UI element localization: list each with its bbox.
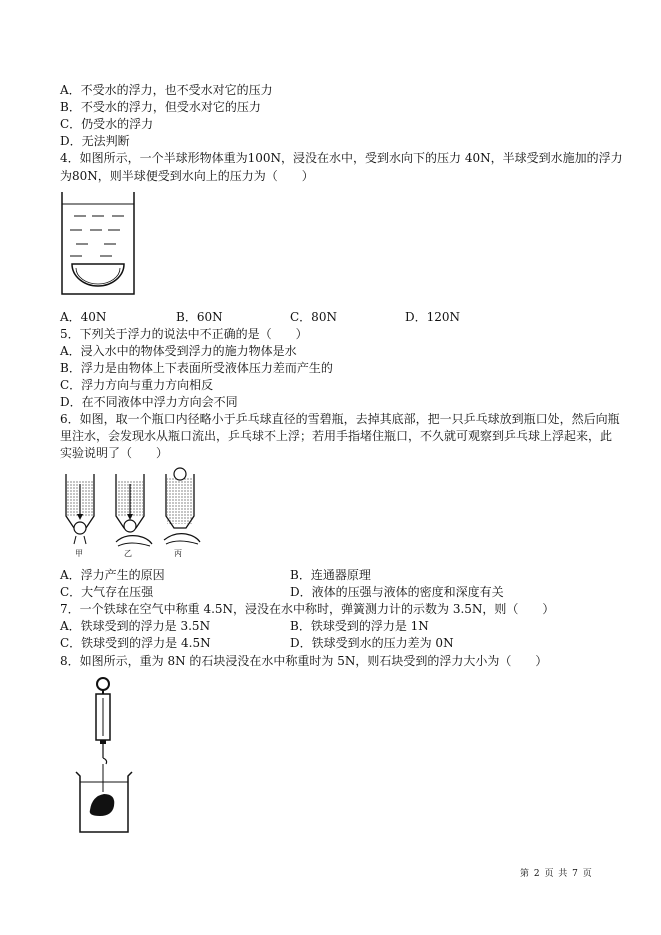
q8-stem: 8．如图所示，重为 8N 的石块浸没在水中称重时为 5N，则石块受到的浮力大小为（ ） xyxy=(60,654,548,668)
hemisphere xyxy=(72,264,124,286)
q6-option-d: D．液体的压强与液体的密度和深度有关 xyxy=(290,585,504,599)
q6-stem-line2: 里注水，会发现水从瓶口流出，乒乓球不上浮；若用手指堵住瓶口，不久就可观察到乒乓球上浮起来，此 xyxy=(60,429,613,443)
ping-pong-ball xyxy=(174,468,186,480)
scale-ring xyxy=(97,678,109,690)
q4-option-a: A．40N xyxy=(60,310,107,324)
q6-stem-line3: 实验说明了（ ） xyxy=(60,446,169,460)
q6-option-c: C．大气存在压强 xyxy=(60,585,154,599)
q6-bottle-figure xyxy=(58,466,208,560)
stone xyxy=(90,794,115,816)
q5-option-d: D．在不同液体中浮力方向会不同 xyxy=(60,395,238,409)
q4-option-c: C．80N xyxy=(290,310,337,324)
q4-stem-line2: 为80N，则半球便受到水向上的压力为（ ） xyxy=(60,169,314,183)
q4-option-b: B．60N xyxy=(176,310,223,324)
q5-stem: 5．下列关于浮力的说法中不正确的是（ ） xyxy=(60,327,308,341)
q5-option-a: A．浸入水中的物体受到浮力的施力物体是水 xyxy=(60,344,297,358)
q3-option-c: C．仍受水的浮力 xyxy=(60,117,154,131)
q4-option-d: D．120N xyxy=(405,310,461,324)
label-jia: 甲 xyxy=(75,549,83,558)
q3-option-d: D．无法判断 xyxy=(60,134,130,148)
q6-option-b: B．连通器原理 xyxy=(290,568,371,582)
q7-option-c: C．铁球受到的浮力是 4.5N xyxy=(60,636,211,650)
q3-option-a: A．不受水的浮力，也不受水对它的压力 xyxy=(60,83,273,97)
bottle-yi xyxy=(116,474,152,546)
q4-hemisphere-figure xyxy=(60,190,140,298)
q7-option-d: D．铁球受到水的压力差为 0N xyxy=(290,636,454,650)
q6-stem-line1: 6．如图，取一个瓶口内径略小于乒乓球直径的雪碧瓶，去掉其底部，把一只乒乓球放到瓶口处，然后向瓶 xyxy=(60,412,620,426)
q5-option-c: C．浮力方向与重力方向相反 xyxy=(60,378,214,392)
hook xyxy=(103,758,107,764)
q4-stem-line1: 4．如图所示，一个半球形物体重为100N，浸没在水中，受到水向下的压力 40N，半球受到水施加的浮力 xyxy=(60,151,623,165)
ping-pong-ball xyxy=(124,520,136,532)
water-dashes xyxy=(70,216,124,256)
q5-option-b: B．浮力是由物体上下表面所受液体压力差而产生的 xyxy=(60,361,333,375)
bottle-jia xyxy=(66,474,94,544)
q8-spring-scale-figure xyxy=(70,674,140,836)
q6-option-a: A．浮力产生的原因 xyxy=(60,568,165,582)
ping-pong-ball xyxy=(74,522,86,534)
bottle-bing xyxy=(164,468,200,544)
page-footer: 第 2 页 共 7 页 xyxy=(520,869,593,879)
q7-option-b: B．铁球受到的浮力是 1N xyxy=(290,619,429,633)
q3-option-b: B．不受水的浮力，但受水对它的压力 xyxy=(60,100,261,114)
q7-option-a: A．铁球受到的浮力是 3.5N xyxy=(60,619,211,633)
q7-stem: 7．一个铁球在空气中称重 4.5N，浸没在水中称时，弹簧测力计的示数为 3.5N，则（ ） xyxy=(60,602,555,616)
label-yi: 乙 xyxy=(124,549,132,558)
label-bing: 丙 xyxy=(174,549,182,558)
